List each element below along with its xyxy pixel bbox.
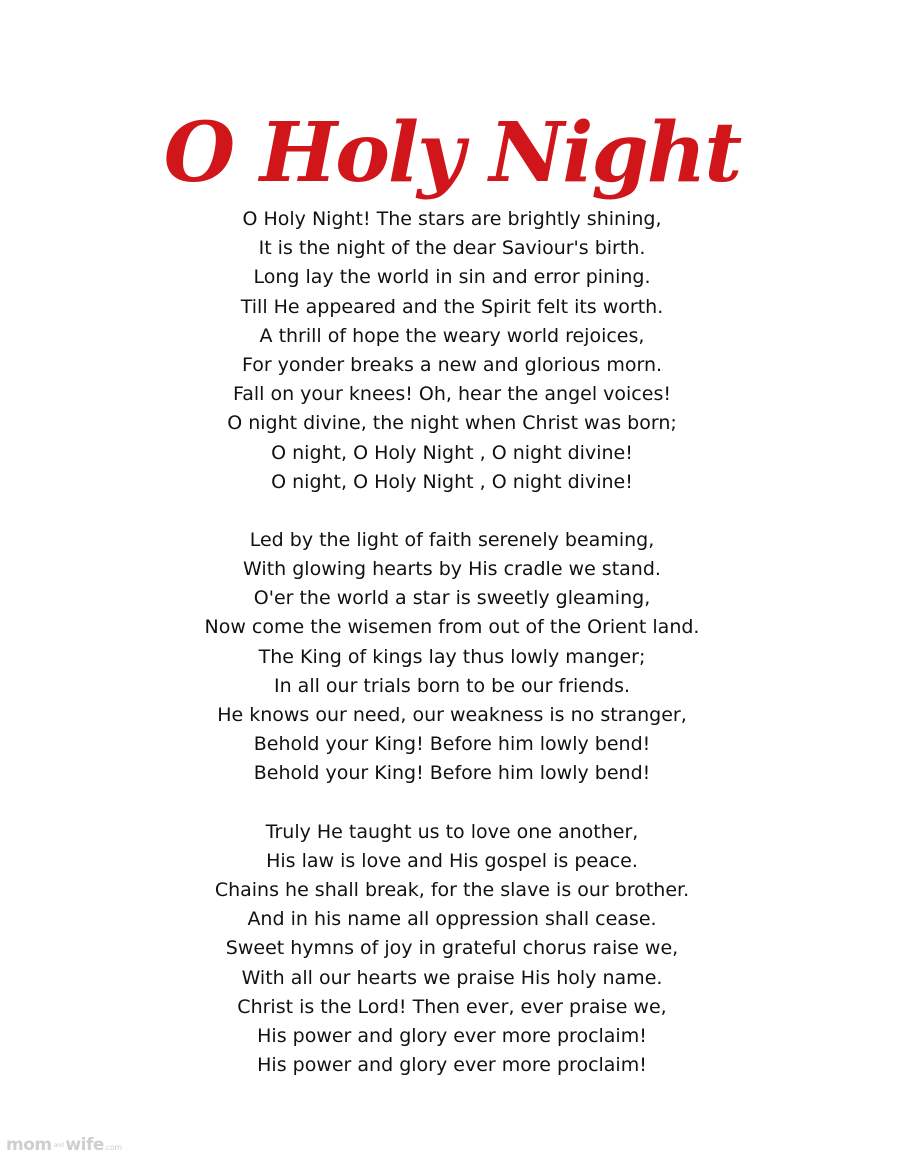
lyric-line: Now come the wisemen from out of the Orient land.: [204, 616, 700, 639]
verse-1: [0, 205, 904, 497]
lyric-line: For yonder breaks a new and glorious morn.: [241, 353, 663, 376]
lyric-line: He knows our need, our weakness is no stranger,: [217, 704, 687, 726]
lyric-line: With glowing hearts by His cradle we stand.: [243, 558, 661, 581]
lyrics: [0, 205, 904, 1080]
lyric-line: His power and glory ever more proclaim!: [257, 1054, 647, 1077]
lyric-line: Behold your King! Before him lowly bend!: [253, 762, 651, 785]
lyric-line: Till He appeared and the Spirit felt its worth.: [240, 295, 664, 318]
lyric-line: O night, O Holy Night , O night divine!: [271, 470, 633, 493]
lyric-line: Fall on your knees! Oh, hear the angel voices!: [233, 383, 671, 406]
lyric-line: O night, O Holy Night , O night divine!: [271, 441, 633, 464]
page-title: O Holy Night: [163, 104, 741, 201]
watermark-logo: [6, 1135, 122, 1155]
lyric-line: Christ is the Lord! Then ever, ever praise we,: [237, 995, 667, 1018]
lyric-line: The King of kings lay thus lowly manger;: [258, 645, 646, 668]
lyric-line: Led by the light of faith serenely beaming,: [249, 528, 655, 551]
lyric-line: Chains he shall break, for the slave is our brother.: [214, 878, 690, 901]
watermark-logo-part2: wife: [65, 1135, 104, 1155]
lyric-line: In all our trials born to be our friends.: [273, 674, 631, 697]
lyric-line: O'er the world a star is sweetly gleaming,: [253, 587, 651, 610]
lyric-line: His law is love and His gospel is peace.: [266, 849, 638, 872]
lyric-line: A thrill of hope the weary world rejoices,: [259, 324, 645, 347]
lyric-line: Sweet hymns of joy in grateful chorus raise we,: [225, 937, 679, 960]
lyric-line: Long lay the world in sin and error pining.: [253, 266, 651, 289]
verse-2: [0, 526, 904, 789]
lyric-line: With all our hearts we praise His holy name.: [241, 966, 663, 989]
watermark-logo-part1: mom: [6, 1135, 52, 1155]
lyric-line: Truly He taught us to love one another,: [265, 820, 639, 843]
lyric-line: O Holy Night! The stars are brightly shining,: [242, 208, 662, 230]
lyric-line: And in his name all oppression shall cease.: [247, 908, 657, 931]
watermark-logo-suffix: .com: [103, 1143, 122, 1152]
watermark-logo-mid: and: [53, 1141, 64, 1149]
lyric-line: It is the night of the dear Saviour's birth.: [258, 237, 646, 260]
lyric-line: Behold your King! Before him lowly bend!: [253, 733, 651, 756]
lyric-line: His power and glory ever more proclaim!: [257, 1024, 647, 1047]
lyric-line: O night divine, the night when Christ was born;: [227, 412, 677, 435]
verse-3: [0, 818, 904, 1081]
